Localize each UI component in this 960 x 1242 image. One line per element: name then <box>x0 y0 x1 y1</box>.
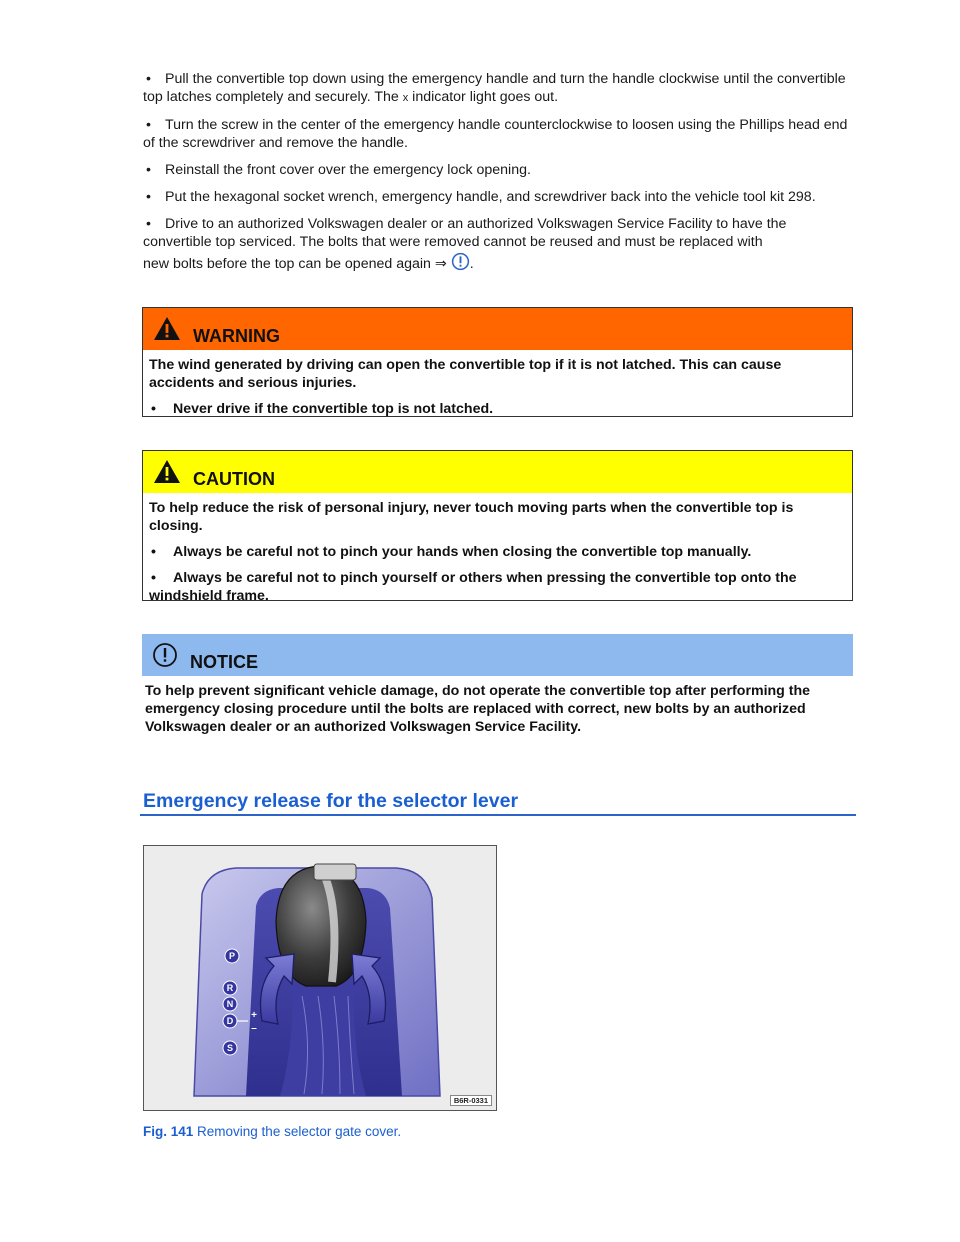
notice-box <box>142 634 853 744</box>
indicator-symbol: x <box>402 92 409 104</box>
notice-icon[interactable] <box>451 252 470 271</box>
gear-label-s: S <box>226 1043 234 1053</box>
figure-caption <box>143 1124 401 1139</box>
step-item: • Drive to an authorized Volkswagen dealer or an authorized Volkswagen Service Facility to have the convertible top serviced. The bolts that were removed cannot be reused and must be replaced with new bolts before the top can be opened again ⇒ . <box>143 216 787 272</box>
procedure-steps <box>143 70 855 286</box>
caution-triangle-icon <box>153 459 181 485</box>
gear-label-p: P <box>228 951 236 961</box>
step-item: • Reinstall the front cover over the emergency lock opening. <box>146 162 531 178</box>
caution-header <box>143 451 852 493</box>
caption-text: Removing the selector gate cover. <box>193 1124 402 1139</box>
caution-box <box>142 450 853 604</box>
warning-item: • Never drive if the convertible top is not latched. <box>151 401 494 417</box>
notice-exclamation-icon <box>152 642 178 668</box>
tiptronic-plus: + <box>251 1010 257 1021</box>
notice-text: To help prevent significant vehicle damage, do not operate the convertible top after performing the emergency closing procedure until the bolts are replaced with correct, new bolts by an authorized Volkswagen dealer or an authorized Volkswagen Service Facility. <box>145 683 811 735</box>
step-item: • Turn the screw in the center of the emergency handle counterclockwise to loosen using the Phillips head end of the screwdriver and remove the handle. <box>143 117 848 151</box>
caution-item: • Always be careful not to pinch yourself or others when pressing the convertible top onto the windshield frame. <box>149 570 797 604</box>
figure-code: B6R-0331 <box>450 1095 492 1106</box>
selector-lever-illustration <box>144 846 497 1111</box>
warning-box <box>142 307 853 417</box>
gear-label-r: R <box>226 983 234 993</box>
warning-title: WARNING <box>193 325 280 346</box>
step-item: • Pull the convertible top down using the emergency handle and turn the handle clockwise until the convertible top latches completely and securely. The x indicator light goes out. <box>143 71 846 105</box>
warning-triangle-icon <box>153 316 181 342</box>
warning-text: The wind generated by driving can open the convertible top if it is not latched. This can cause accidents and serious injuries. <box>149 357 782 391</box>
section-divider <box>140 814 856 816</box>
tiptronic-minus: – <box>251 1023 257 1034</box>
section-heading: Emergency release for the selector lever <box>143 790 519 812</box>
caution-text: To help reduce the risk of personal injury, never touch moving parts when the convertible top is closing. <box>149 500 794 534</box>
selector-lever-figure <box>143 845 497 1111</box>
caution-title: CAUTION <box>193 468 275 489</box>
caution-item: • Always be careful not to pinch your hands when closing the convertible top manually. <box>151 544 752 560</box>
gear-label-n: N <box>226 999 234 1009</box>
warning-header <box>143 308 852 350</box>
notice-title: NOTICE <box>190 651 259 672</box>
notice-header <box>142 634 853 676</box>
gear-label-d: D <box>226 1016 234 1026</box>
step-item: • Put the hexagonal socket wrench, emergency handle, and screwdriver back into the vehicle tool kit 298. <box>146 189 816 205</box>
figure-number: Fig. 141 <box>143 1124 194 1139</box>
